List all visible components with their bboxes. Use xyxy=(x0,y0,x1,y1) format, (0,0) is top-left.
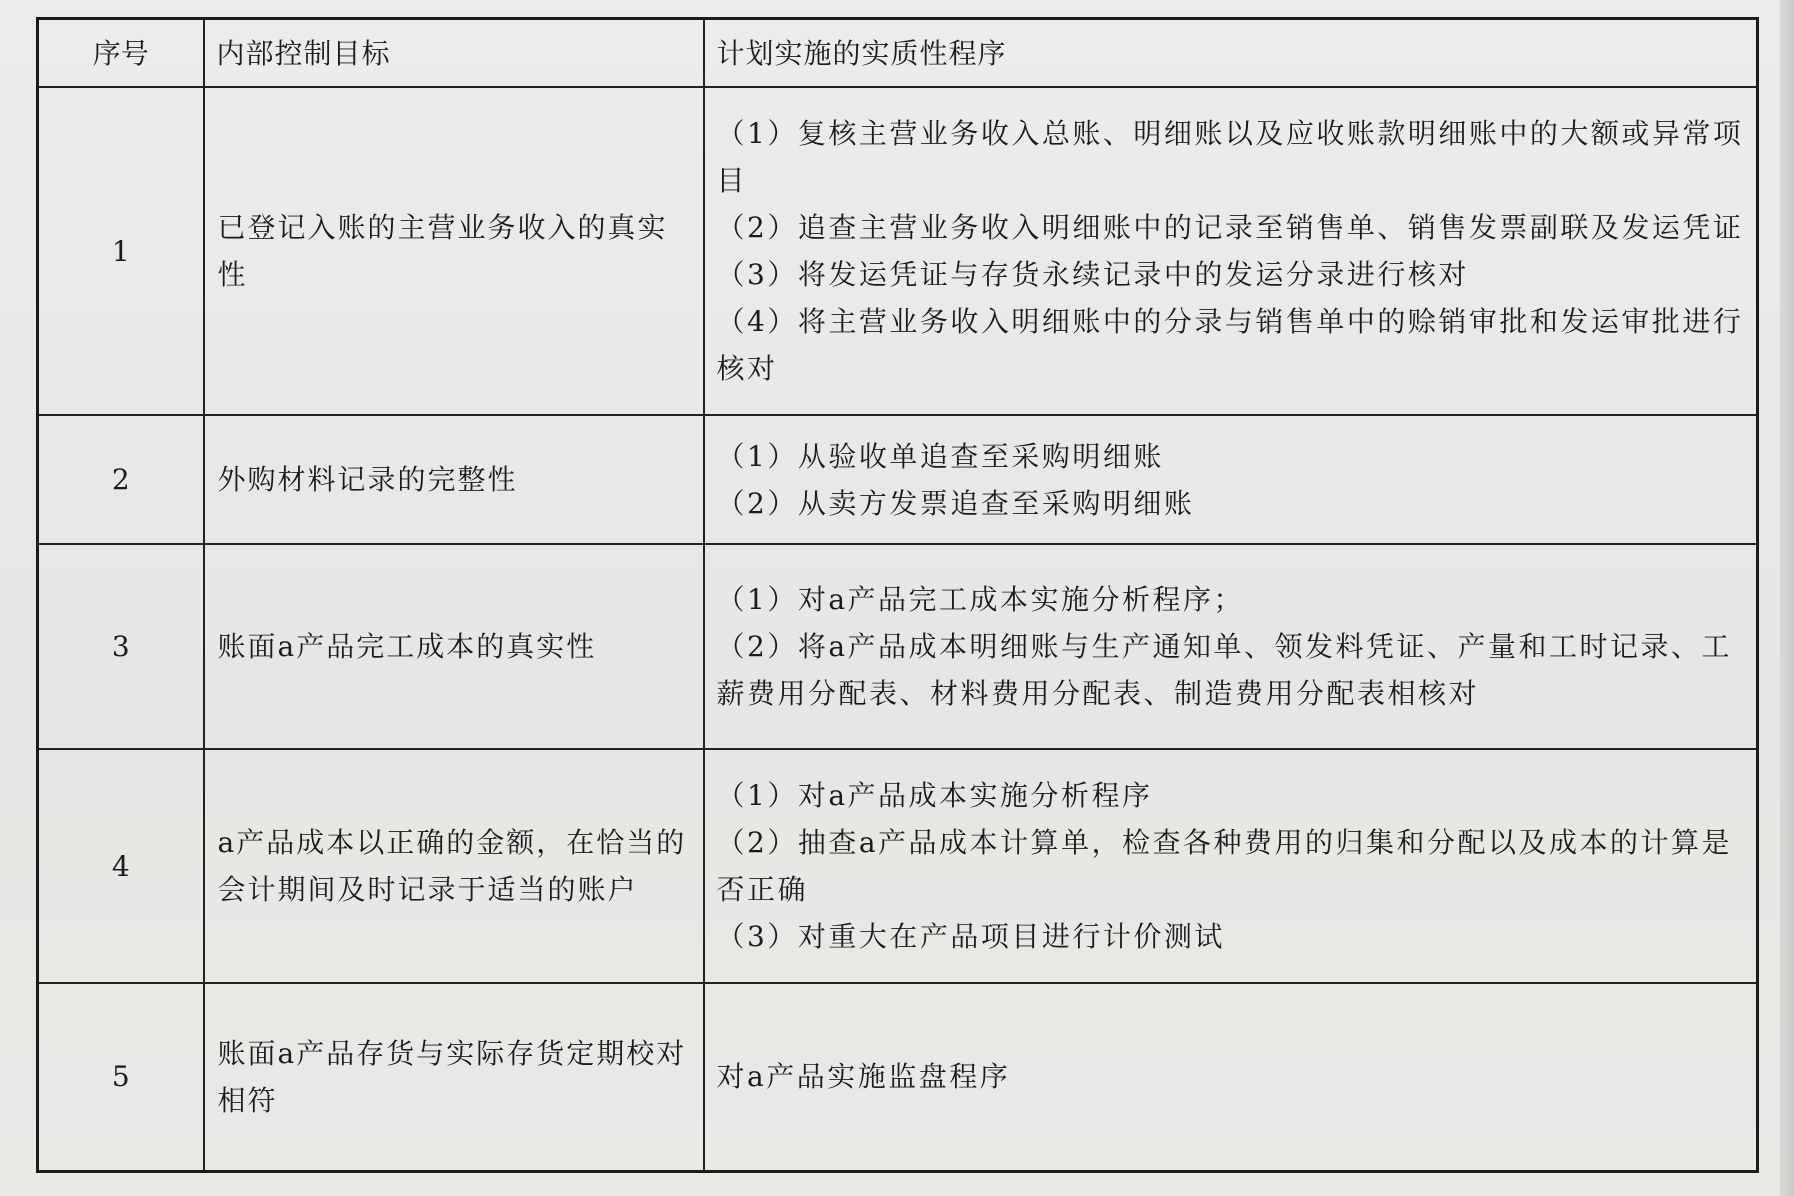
row-target: a产品成本以正确的金额，在恰当的会计期间及时记录于适当的账户 xyxy=(204,749,704,983)
procedure-line: （1）从验收单追查至采购明细账 xyxy=(716,439,1164,473)
procedure-line: （3）对重大在产品项目进行计价测试 xyxy=(716,920,1225,953)
header-target-label: 内部控制目标 xyxy=(216,36,391,70)
table-row xyxy=(38,87,1758,415)
row-no: 4 xyxy=(38,749,204,983)
row-procedures xyxy=(704,544,1758,749)
table-row xyxy=(38,415,1758,544)
procedure-line: （1）对a产品完工成本实施分析程序； xyxy=(716,583,1245,616)
row-procedures xyxy=(704,983,1758,1171)
procedure-line: （2）追查主营业务收入明细账中的记录至销售单、销售发票副联及发运凭证 xyxy=(716,211,1744,244)
row-target: 账面a产品完工成本的真实性 xyxy=(204,544,704,749)
header-no-label: 序号 xyxy=(92,36,149,70)
procedure-line: （3）将发运凭证与存货永续记录中的发运分录进行核对 xyxy=(716,258,1469,291)
procedure-line: （1）复核主营业务收入总账、明细账以及应收账款明细账中的大额或异常项目 xyxy=(716,117,1744,197)
procedure-line: （2）将a产品成本明细账与生产通知单、领发料凭证、产量和工时记录、工薪费用分配表、材料费用分配表、制造费用分配表相核对 xyxy=(716,630,1733,710)
table-row xyxy=(38,544,1758,749)
row-target: 已登记入账的主营业务收入的真实性 xyxy=(204,87,704,415)
header-procedure-label: 计划实施的实质性程序 xyxy=(716,36,1007,70)
procedure-line: （1）对a产品成本实施分析程序 xyxy=(716,779,1153,812)
procedure-line: 对a产品实施监盘程序 xyxy=(716,1060,1011,1094)
row-procedures xyxy=(704,749,1758,983)
header-cell-target xyxy=(204,19,704,88)
row-target: 账面a产品存货与实际存货定期校对相符 xyxy=(204,983,704,1171)
row-no: 3 xyxy=(38,544,204,749)
control-objectives-table xyxy=(36,17,1759,1173)
procedure-line: （2）抽查a产品成本计算单，检查各种费用的归集和分配以及成本的计算是否正确 xyxy=(716,826,1733,906)
row-target: 外购材料记录的完整性 xyxy=(204,415,704,544)
procedure-line: （4）将主营业务收入明细账中的分录与销售单中的赊销审批和发运审批进行核对 xyxy=(716,305,1744,385)
row-procedures xyxy=(704,415,1758,544)
row-no: 1 xyxy=(38,87,204,415)
header-cell-procedure xyxy=(704,19,1758,88)
row-procedures xyxy=(704,87,1758,415)
table-row xyxy=(38,983,1758,1171)
procedure-line: （2）从卖方发票追查至采购明细账 xyxy=(716,486,1195,520)
page-edge xyxy=(1780,0,1794,1196)
header-cell-no xyxy=(38,19,204,88)
row-no: 2 xyxy=(38,415,204,544)
row-no: 5 xyxy=(38,983,204,1171)
table-header-row xyxy=(38,19,1758,88)
table-row xyxy=(38,749,1758,983)
